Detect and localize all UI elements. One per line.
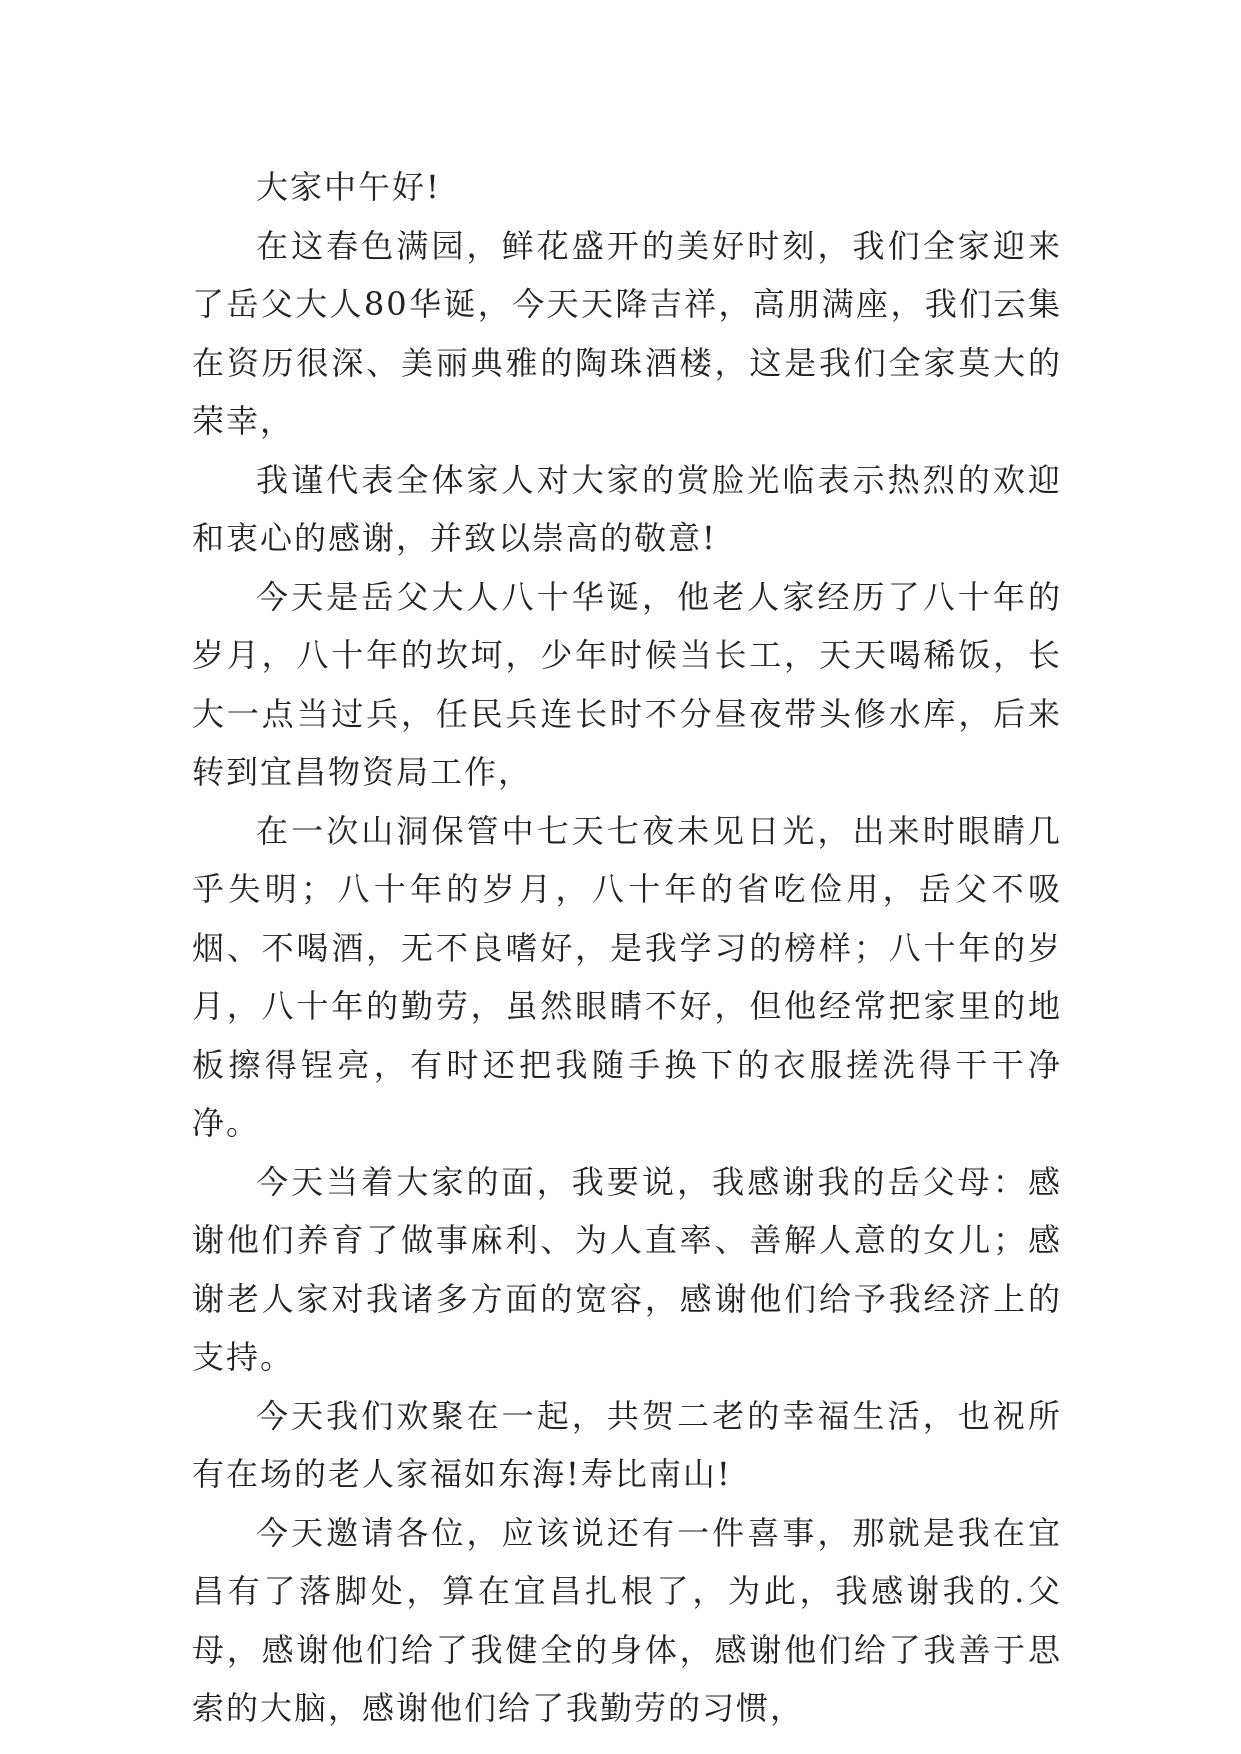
paragraph-opening: 在这春色满园，鲜花盛开的美好时刻，我们全家迎来了岳父大人80华诞，今天天降吉祥，高朋满座，我们云集在资历很深、美丽典雅的陶珠酒楼，这是我们全家莫大的荣幸， [192, 226, 1062, 440]
speech-body [192, 158, 1062, 1738]
paragraph-greeting: 大家中午好! [256, 168, 441, 206]
paragraph-thanks-parents: 今天邀请各位，应该说还有一件喜事，那就是我在宜昌有了落脚处，算在宜昌扎根了，为此，我感谢我的.父母，感谢他们给了我健全的身体，感谢他们给了我善于思索的大脑，感谢他们给了我勤劳的习惯， [192, 1513, 1062, 1727]
paragraph-welcome: 我谨代表全体家人对大家的赏脸光临表示热烈的欢迎和衷心的感谢，并致以崇高的敬意! [192, 460, 1062, 557]
paragraph-thanks-in-laws: 今天当着大家的面，我要说，我感谢我的岳父母：感谢他们养育了做事麻利、为人直率、善解人意的女儿；感谢老人家对我诸多方面的宽容，感谢他们给予我经济上的支持。 [192, 1162, 1062, 1376]
paragraph-virtues: 在一次山洞保管中七天七夜未见日光，出来时眼睛几乎失明；八十年的岁月，八十年的省吃俭用，岳父不吸烟、不喝酒，无不良嗜好，是我学习的榜样；八十年的岁月，八十年的勤劳，虽然眼睛不好，但他经常把家里的地板擦得锃亮，有时还把我随手换下的衣服搓洗得干干净净。 [192, 811, 1062, 1142]
paragraph-blessing: 今天我们欢聚在一起，共贺二老的幸福生活，也祝所有在场的老人家福如东海!寿比南山! [192, 1396, 1062, 1493]
paragraph-life-history: 今天是岳父大人八十华诞，他老人家经历了八十年的岁月，八十年的坎坷，少年时候当长工，天天喝稀饭，长大一点当过兵，任民兵连长时不分昼夜带头修水库，后来转到宜昌物资局工作， [192, 577, 1062, 791]
